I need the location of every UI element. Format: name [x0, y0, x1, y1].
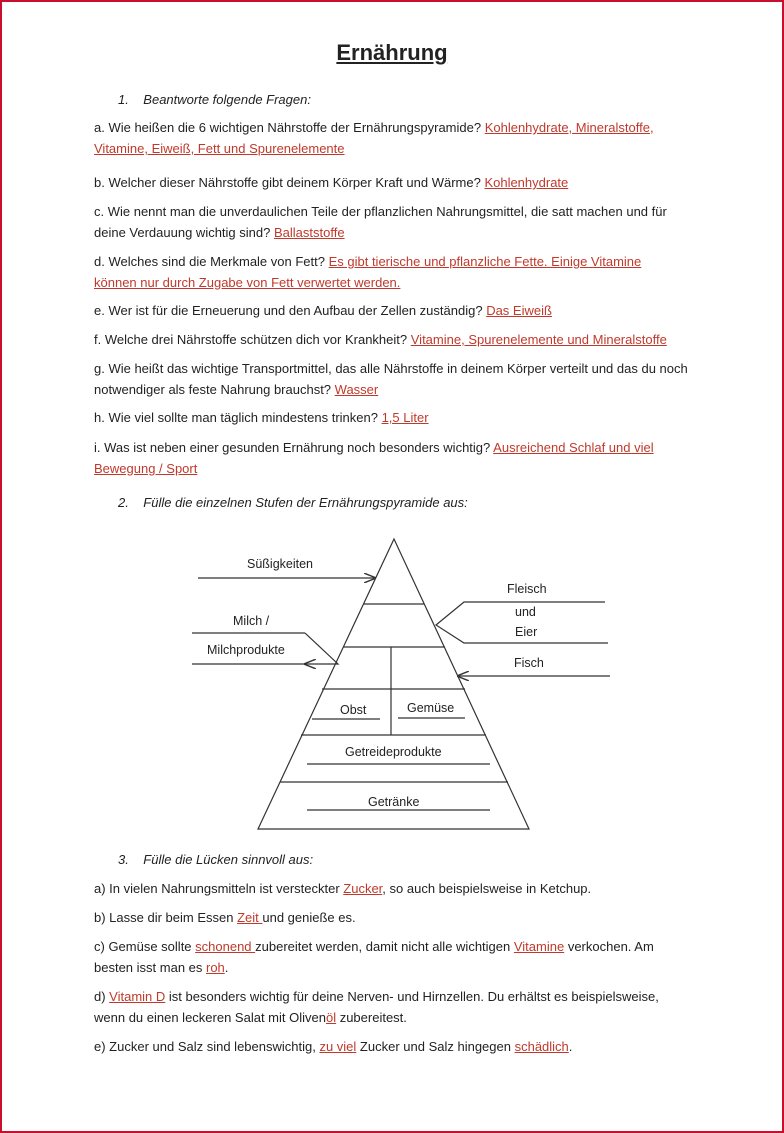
gap-text: zubereitet werden, damit nicht alle wichtigen — [255, 939, 514, 954]
gap-c — [94, 936, 684, 978]
question-text: h. Wie viel sollte man täglich mindestens trinken? — [94, 410, 382, 425]
section-1-heading — [118, 89, 311, 110]
gap-answer: zu viel — [319, 1039, 357, 1054]
label-obst: Obst — [340, 703, 367, 717]
gap-text: . — [568, 1039, 573, 1054]
answer: Ballaststoffe — [273, 225, 345, 240]
question-b — [94, 172, 694, 193]
label-milch: Milch / — [233, 614, 270, 628]
answer: Es gibt tierische und pflanzliche Fette. Einige Vitamine können nur durch Zugabe von Fett verwertet werden. — [94, 254, 642, 290]
gap-a — [94, 878, 694, 899]
gap-answer: schonend — [195, 939, 256, 954]
gap-answer: öl — [325, 1010, 337, 1025]
question-text: i. Was ist neben einer gesunden Ernährung noch besonders wichtig? — [94, 440, 494, 455]
question-text: c. Wie nennt man die unverdaulichen Teile der pflanzlichen Nahrungsmittel, die satt machen und für deine Verdauung wichtig sind? — [94, 204, 667, 240]
gap-answer: Zeit — [237, 910, 263, 925]
question-text: a. Wie heißen die 6 wichtigen Nährstoffe der Ernährungspyramide? — [94, 120, 485, 135]
section-number: 3. — [118, 852, 129, 867]
question-text: e. Wer ist für die Erneuerung und den Aufbau der Zellen zuständig? — [94, 303, 487, 318]
gap-text: zubereitest. — [336, 1010, 407, 1025]
pyramid-outline — [258, 539, 529, 829]
answer: Kohlenhydrate — [484, 175, 569, 190]
question-e — [94, 300, 694, 321]
section-3-heading — [118, 849, 313, 870]
label-fisch: Fisch — [514, 656, 544, 670]
answer: Wasser — [334, 382, 379, 397]
food-pyramid — [180, 532, 620, 834]
question-f — [94, 329, 714, 350]
gap-text: verkochen. Am besten isst man es — [94, 939, 654, 975]
section-2-heading — [118, 492, 468, 513]
gap-answer: roh — [206, 960, 225, 975]
gap-text: . — [224, 960, 229, 975]
gap-text: c) Gemüse sollte — [94, 939, 196, 954]
answer: Das Eiweiß — [486, 303, 552, 318]
gap-text: Zucker und Salz hingegen — [356, 1039, 515, 1054]
question-text: b. Welcher dieser Nährstoffe gibt deinem Körper Kraft und Wärme? — [94, 175, 485, 190]
section-heading-text: Beantworte folgende Fragen: — [143, 92, 311, 107]
answer: 1,5 Liter — [381, 410, 429, 425]
gap-text: und genieße es. — [262, 910, 356, 925]
gap-answer: Zucker — [343, 881, 383, 896]
label-suessigkeiten: Süßigkeiten — [247, 557, 314, 571]
label-gemuese: Gemüse — [407, 701, 455, 715]
label-getraenke: Getränke — [368, 795, 420, 809]
label-eier: Eier — [515, 625, 538, 639]
question-text: f. Welche drei Nährstoffe schützen dich vor Krankheit? — [94, 332, 411, 347]
answer: Vitamine, Spurenelemente und Mineralstoffe — [410, 332, 667, 347]
gap-text: ist besonders wichtig für deine Nerven- und Hirnzellen. Du erhältst es beispielsweise, wenn du einen leckeren Salat mit Oliven — [94, 989, 659, 1025]
gap-answer: Vitamin D — [109, 989, 166, 1004]
gap-answer: Vitamine — [513, 939, 565, 954]
gap-text: a) In vielen Nahrungsmitteln ist versteckter — [94, 881, 344, 896]
question-text: d. Welches sind die Merkmale von Fett? — [94, 254, 329, 269]
section-heading-text: Fülle die Lücken sinnvoll aus: — [143, 852, 314, 867]
gap-text: b) Lasse dir beim Essen — [94, 910, 238, 925]
label-milchprodukte: Milchprodukte — [207, 643, 285, 657]
section-number: 1. — [118, 92, 129, 107]
gap-d — [94, 986, 684, 1028]
gap-answer: schädlich — [514, 1039, 569, 1054]
label-fleisch: Fleisch — [507, 582, 547, 596]
section-number: 2. — [118, 495, 129, 510]
section-heading-text: Fülle die einzelnen Stufen der Ernährungspyramide aus: — [143, 495, 468, 510]
gap-text: e) Zucker und Salz sind lebenswichtig, — [94, 1039, 320, 1054]
gap-e — [94, 1036, 694, 1057]
gap-b — [94, 907, 694, 928]
label-getreideprodukte: Getreideprodukte — [345, 745, 442, 759]
question-c — [94, 201, 694, 243]
gap-text: , so auch beispielsweise in Ketchup. — [382, 881, 592, 896]
page-title: Ernährung — [336, 40, 448, 65]
label-und: und — [515, 605, 536, 619]
question-text: g. Wie heißt das wichtige Transportmittel, das alle Nährstoffe in deinem Körper verteilt und das du noch notwendiger als feste Nahrung brauchst? — [94, 361, 688, 397]
question-a — [94, 117, 694, 159]
question-h — [94, 407, 694, 428]
question-i — [94, 437, 674, 479]
answer: Ausreichend Schlaf und viel Bewegung / Sport — [94, 440, 654, 476]
question-d — [94, 251, 664, 293]
gap-text: d) — [94, 989, 110, 1004]
question-g — [94, 358, 694, 400]
answer: Kohlenhydrate, Mineralstoffe, Vitamine, Eiweiß, Fett und Spurenelemente — [94, 120, 654, 156]
